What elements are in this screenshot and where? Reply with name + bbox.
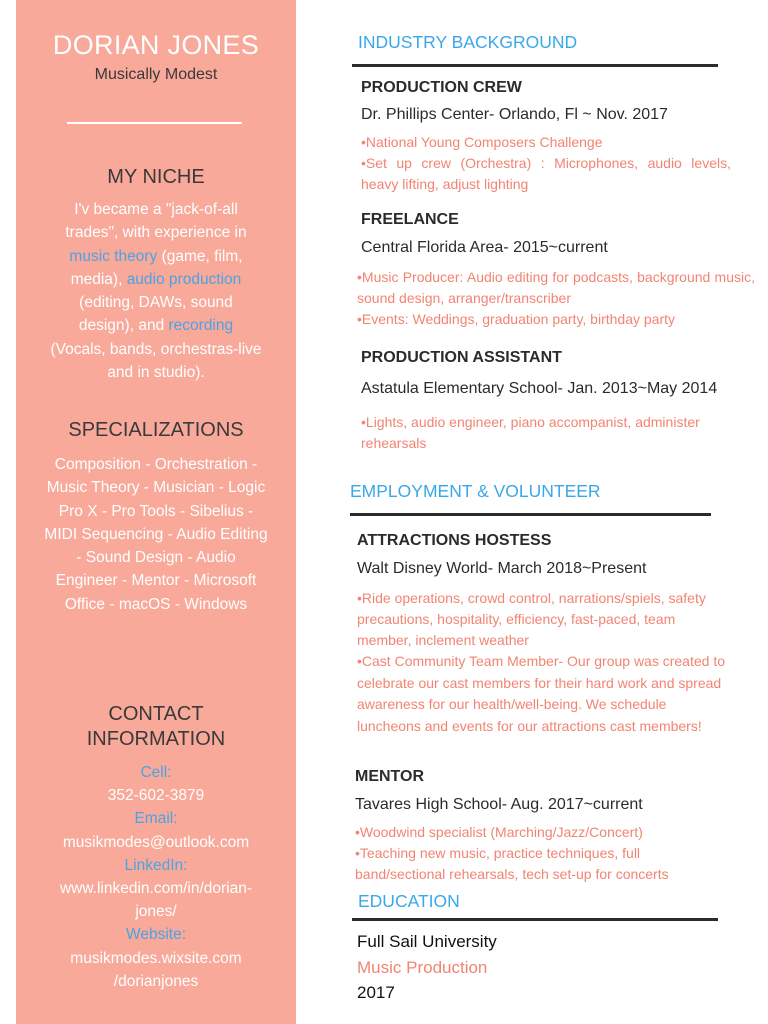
linkedin-label: LinkedIn:	[124, 856, 188, 874]
job-place: Astatula Elementary School- Jan. 2013~May 2014	[361, 380, 718, 397]
contact-heading-line1: CONTACT	[108, 703, 204, 725]
bullet-item: •Teaching new music, practice techniques, full band/sectional rehearsals, tech set-up for concerts	[355, 845, 669, 882]
niche-highlight-audio-production: audio production	[126, 270, 242, 288]
niche-text-1: I'v became a "jack-of-all trades", with experience in	[65, 201, 247, 242]
sidebar	[16, 0, 296, 1024]
contact-heading	[16, 702, 296, 752]
education-section-title: EDUCATION	[358, 891, 460, 911]
cell-label: Cell:	[140, 764, 172, 781]
niche-highlight-recording: recording	[168, 317, 234, 335]
education-rule	[352, 918, 718, 921]
bullet-item: •Cast Community Team Member- Our group was created to celebrate our cast members for their hard work and spread awareness for our health/well-being. We schedule luncheons and events for our attractions cast members!	[357, 653, 725, 734]
job-bullets	[357, 267, 755, 330]
niche-paragraph	[50, 198, 262, 384]
education-year: 2017	[357, 983, 395, 1002]
name-heading: DORIAN JONES	[52, 30, 260, 60]
industry-rule	[352, 64, 718, 67]
bullet-item: •National Young Composers Challenge	[361, 134, 603, 150]
specializations-list: Composition - Orchestration - Music Theory - Musician - Logic Pro X - Pro Tools - Sibelius - MIDI Sequencing - Audio Editing - Sound Design - Audio Engineer - Mentor - Microsoft Office - macOS - Windows	[44, 456, 268, 613]
niche-heading: MY NICHE	[107, 166, 205, 188]
website-value[interactable]: musikmodes.wixsite.com /dorianjones	[70, 949, 242, 990]
job-bullets	[355, 822, 695, 885]
bullet-item: •Woodwind specialist (Marching/Jazz/Concert)	[355, 824, 643, 840]
niche-text-3: (editing, DAWs, sound design), and	[78, 294, 233, 335]
job-bullets	[361, 132, 731, 195]
specializations-heading: SPECIALIZATIONS	[68, 419, 244, 441]
job-title: MENTOR	[355, 768, 425, 785]
job-bullets	[357, 588, 729, 737]
niche-text-4: (Vocals, bands, orchestras-live and in studio).	[50, 340, 262, 382]
niche-highlight-music-theory: music theory	[69, 247, 158, 265]
bullet-item: •Set up crew (Orchestra) : Microphones, audio levels, heavy lifting, adjust lighting	[361, 155, 731, 192]
bullet-item: •Music Producer: Audio editing for podcasts, background music, sound design, arranger/transcriber	[357, 269, 755, 306]
divider-line	[67, 122, 242, 124]
job-place: Walt Disney World- March 2018~Present	[357, 560, 647, 577]
employment-rule	[350, 513, 711, 516]
job-place: Central Florida Area- 2015~current	[361, 239, 608, 256]
job-place: Tavares High School- Aug. 2017~current	[355, 796, 643, 813]
tagline: Musically Modest	[94, 66, 218, 83]
contact-heading-line2: INFORMATION	[86, 728, 226, 750]
cell-value[interactable]: 352-602-3879	[107, 787, 205, 805]
job-title: FREELANCE	[361, 211, 459, 228]
education-program: Music Production	[357, 958, 488, 977]
job-title: PRODUCTION CREW	[361, 79, 522, 96]
job-bullets	[361, 412, 731, 454]
bullet-item: •Lights, audio engineer, piano accompanist, administer rehearsals	[361, 414, 700, 451]
linkedin-value[interactable]: www.linkedin.com/in/dorian-jones/	[59, 880, 253, 921]
employment-section-title: EMPLOYMENT & VOLUNTEER	[350, 481, 601, 501]
industry-section-title: INDUSTRY BACKGROUND	[358, 32, 578, 52]
bullet-item: •Events: Weddings, graduation party, birthday party	[357, 311, 676, 327]
niche-text-2: (game, film, media),	[70, 247, 243, 288]
bullet-item: •Ride operations, crowd control, narrations/spiels, safety precautions, hospitality, efficiency, fast-paced, team member, inclement weather	[357, 590, 706, 648]
education-school: Full Sail University	[357, 932, 497, 951]
job-title: ATTRACTIONS HOSTESS	[357, 532, 552, 549]
email-value[interactable]: musikmodes@outlook.com	[62, 833, 250, 851]
job-title: PRODUCTION ASSISTANT	[361, 349, 562, 366]
email-label: Email:	[134, 810, 178, 828]
job-place: Dr. Phillips Center- Orlando, Fl ~ Nov. 2017	[361, 106, 668, 123]
contact-block	[32, 761, 280, 993]
website-label: Website:	[125, 926, 187, 944]
